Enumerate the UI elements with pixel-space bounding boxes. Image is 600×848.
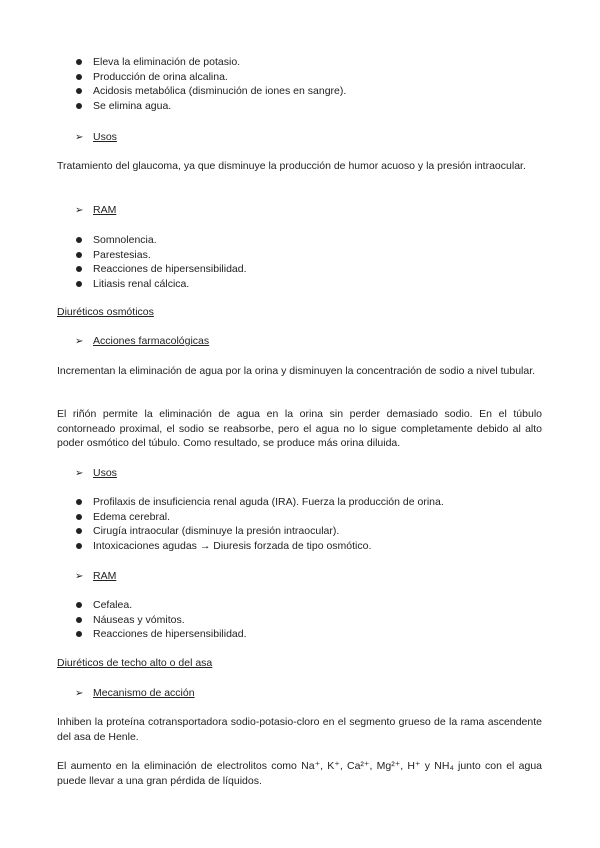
bullet-dot-icon xyxy=(76,59,82,65)
acciones-heading: ➢ Acciones farmacológicas xyxy=(75,334,560,350)
bullet-dot-icon xyxy=(76,543,82,549)
list-item: Reacciones de hipersensibilidad. xyxy=(57,262,542,277)
bullet-dot-icon xyxy=(76,103,82,109)
list-item: Náuseas y vómitos. xyxy=(57,613,542,628)
arrow-bullet-icon: ➢ xyxy=(75,336,84,347)
usos-bullet-list-2 xyxy=(57,495,542,553)
bullet-dot-icon xyxy=(76,631,82,637)
bullet-dot-icon xyxy=(76,74,82,80)
list-item: Eleva la eliminación de potasio. xyxy=(57,55,542,70)
list-item: Litiasis renal cálcica. xyxy=(57,277,542,292)
arrow-bullet-icon: ➢ xyxy=(75,132,84,143)
mecanismo-paragraph-1: Inhiben la proteína cotransportadora sodio-potasio-cloro en el segmento grueso de la rama ascendente del asa de Henle. xyxy=(57,716,542,743)
bullet-dot-icon xyxy=(76,281,82,287)
section-title-asa: Diuréticos de techo alto o del asa xyxy=(57,657,213,669)
bullet-dot-icon xyxy=(76,617,82,623)
list-item: Profilaxis de insuficiencia renal aguda (IRA). Fuerza la producción de orina. xyxy=(57,495,542,510)
list-item: Cirugía intraocular (disminuye la presión intraocular). xyxy=(57,524,542,539)
bullet-dot-icon xyxy=(76,237,82,243)
arrow-bullet-icon: ➢ xyxy=(75,205,84,216)
bullet-dot-icon xyxy=(76,88,82,94)
mecanismo-heading: ➢ Mecanismo de acción xyxy=(75,686,560,702)
usos-heading-1: ➢ Usos xyxy=(75,130,560,146)
top-bullet-list xyxy=(57,55,542,113)
bullet-dot-icon xyxy=(76,252,82,258)
arrow-bullet-icon: ➢ xyxy=(75,688,84,699)
acciones-paragraph-2: El riñón permite la eliminación de agua en la orina sin perder demasiado sodio. En el túbulo contorneado proximal, el sodio se reabsorbe, pero el agua no lo sigue completamente debido al alto poder osmótico del túbulo. Como resultado, se produce más orina diluida. xyxy=(57,408,542,449)
arrow-bullet-icon: ➢ xyxy=(75,468,84,479)
bullet-dot-icon xyxy=(76,266,82,272)
list-item: Acidosis metabólica (disminución de iones en sangre). xyxy=(57,84,542,99)
section-title-osmoticos: Diuréticos osmóticos xyxy=(57,306,154,318)
usos-paragraph-1: Tratamiento del glaucoma, ya que disminuye la producción de humor acuoso y la presión intraocular. xyxy=(57,160,526,172)
list-item: Producción de orina alcalina. xyxy=(57,70,542,85)
usos-heading-2: ➢ Usos xyxy=(75,466,560,482)
ram-bullet-list-2 xyxy=(57,598,542,642)
list-item: Intoxicaciones agudas → Diuresis forzada de tipo osmótico. xyxy=(57,539,542,554)
bullet-dot-icon xyxy=(76,602,82,608)
arrow-bullet-icon: ➢ xyxy=(75,571,84,582)
acciones-paragraph-1: Incrementan la eliminación de agua por la orina y disminuyen la concentración de sodio a nivel tubular. xyxy=(57,365,536,377)
bullet-dot-icon xyxy=(76,499,82,505)
ram-heading-2: ➢ RAM xyxy=(75,569,560,585)
list-item: Cefalea. xyxy=(57,598,542,613)
list-item: Parestesias. xyxy=(57,248,542,263)
list-item: Se elimina agua. xyxy=(57,99,542,114)
bullet-dot-icon xyxy=(76,528,82,534)
list-item: Reacciones de hipersensibilidad. xyxy=(57,627,542,642)
ram-bullet-list-1 xyxy=(57,233,542,291)
mecanismo-paragraph-2: El aumento en la eliminación de electrolitos como Na⁺, K⁺, Ca²⁺, Mg²⁺, H⁺ y NH₄ junto con el agua puede llevar a una gran pérdida de líquidos. xyxy=(57,760,542,787)
bullet-dot-icon xyxy=(76,514,82,520)
list-item: Somnolencia. xyxy=(57,233,542,248)
list-item: Edema cerebral. xyxy=(57,510,542,525)
ram-heading-1: ➢ RAM xyxy=(75,203,560,219)
